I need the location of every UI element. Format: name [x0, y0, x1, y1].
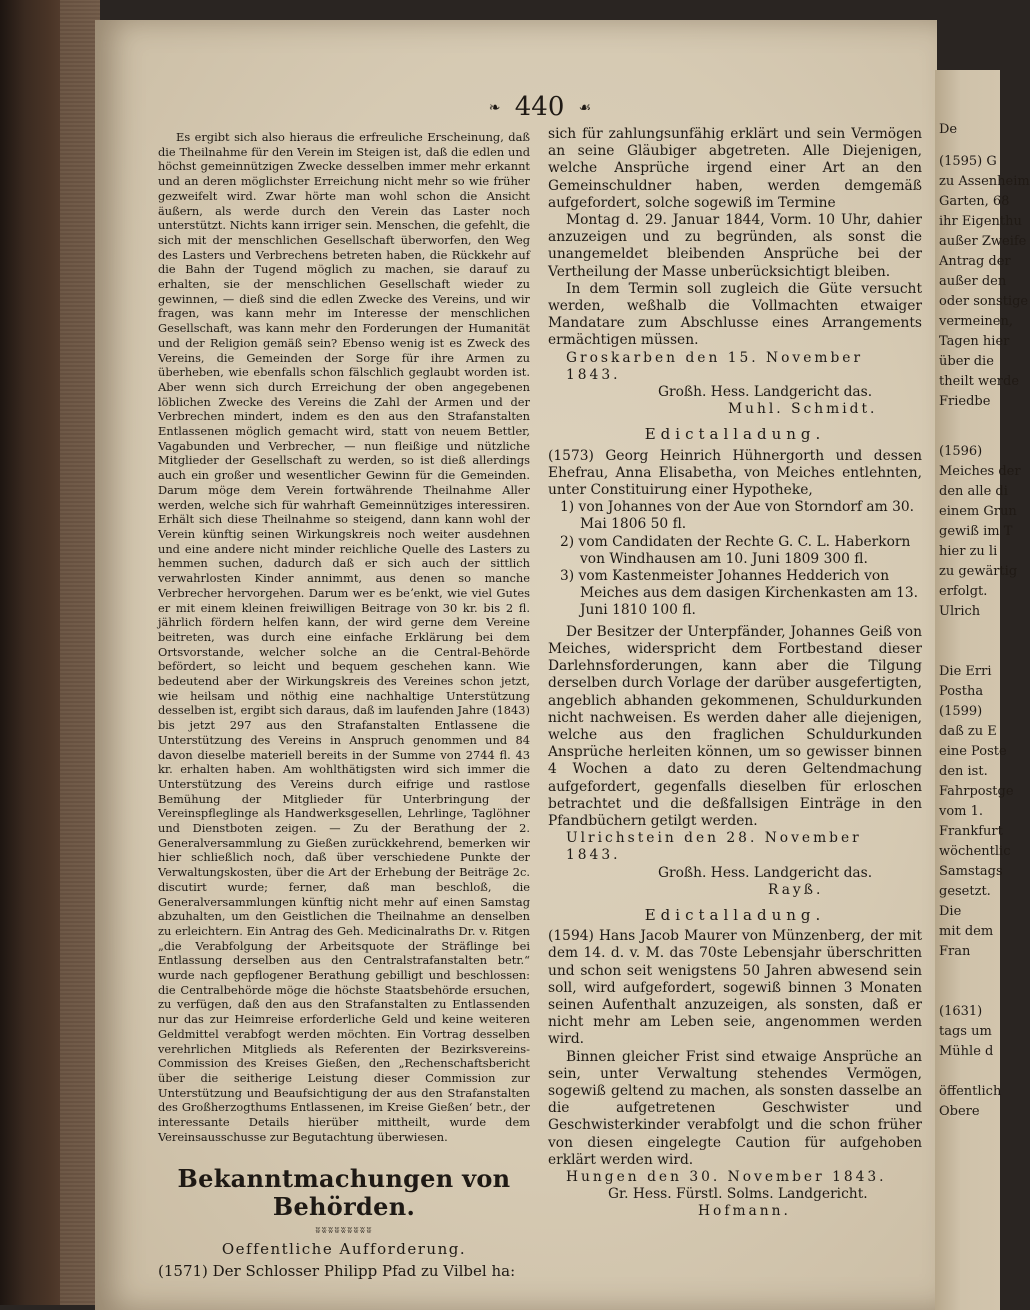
next-page-line: Garten, 68 — [939, 194, 1010, 209]
next-page-line: Antrag der — [939, 254, 1011, 269]
next-page-line: (1599) — [939, 704, 983, 719]
next-page-line: zu Assenheim — [939, 174, 1030, 189]
left-column — [158, 130, 530, 1281]
next-page-line: öffentlich — [939, 1084, 1002, 1099]
next-page-line: vermeinen, — [939, 314, 1014, 329]
next-page-line: Fran — [939, 944, 971, 959]
next-page-fragment — [935, 70, 1030, 1310]
next-page-line: mit dem — [939, 924, 994, 939]
next-page-line: (1595) G — [939, 154, 997, 169]
claim-item: 2) vom Candidaten der Rechte G. C. L. Haberkorn von Windhausen am 10. Juni 1809 300 fl. — [560, 533, 911, 567]
notice-paragraph: sich für zahlungsunfähig erklärt und sein Vermögen an seine Gläubiger abgetreten. Alle Diejenigen, welche Ansprüche irgend einer Art an den Gemeinschuldner haben, werden demgemäß aufgefordert, solche sogewiß im Termine — [548, 126, 922, 211]
next-page-line: wöchentlic — [939, 844, 1011, 859]
next-page-line: vom 1. — [939, 804, 984, 819]
next-page-line: Friedbe — [939, 394, 991, 409]
next-page-line: den alle di — [939, 484, 1008, 499]
next-page-line: Obere — [939, 1104, 980, 1119]
next-page-line: Die — [939, 904, 962, 919]
signature: Rayß. — [768, 881, 824, 898]
page-stack-edge — [60, 0, 100, 1305]
article-paragraph: Es ergibt sich also hieraus die erfreuliche Erscheinung, daß die Theilnahme für den Verein im Steigen ist, daß die edlen und höchst gemeinnützigen Zwecke desselben immer mehr erkannt und an deren möglichster Erreichung nicht mehr so wie früher gezweifelt wird. Zwar hörte man wohl schon die Ansicht äußern, als werde durch den Verein das Laster noch unterstützt. Nichts kann irriger sein. Menschen, die gefehlt, die sich mit der menschlichen Gesellschaft überworfen, den Weg des Lasters und Verbrechens betreten haben, die Rückkehr auf die Bahn der Tugend möglich zu machen, sie darauf zu erhalten, sie der menschlichen Gesellschaft wieder zu gewinnen, — dieß sind die edlen Zwecke des Vereins, und wir fragen, was kann mehr im Interesse der menschlichen Gesellschaft, was kann mehr den Forderungen der Humanität und der Religion gemäß sein? Ebenso wenig ist es Zweck des Vereins, die Gemeinden der Sorge für ihre Armen zu überheben, wie ebenfalls schon fälschlich geglaubt worden ist. Aber wenn sich durch Erreichung der oben angegebenen löblichen Zwecke des Vereins die Zahl der Armen und der Verbrechen mindert, indem es den aus den Strafanstalten Entlassenen möglich gemacht wird, statt von neuem Bettler, Vagabunden und Verbrecher, — nun fleißige und nützliche Mitglieder der Gesellschaft zu werden, so ist dieß allerdings auch ein großer und wesentlicher Gewinn für die Gemeinden. Darum möge dem Verein fortwährende Theilnahme Aller werden, welche sich für wahrhaft Gemeinnütziges interessiren. Erhält sich diese Theilnahme so steigend, dann kann wohl der Verein künftig seinen Wirkungskreis noch weiter ausdehnen und eine andere nicht minder reichliche Quelle des Lasters zu hemmen suchen, dadurch daß er sich auch der sittlich verwahrlosten Kinder annimmt, aus denen so manche Verbrecher hervorgehen. Darum wer es beʼenkt, wie viel Gutes er mit einem kleinen freiwilligen Beitrage von 30 kr. bis 2 fl. jährlich fördern helfen kann, der wird gerne dem Vereine beitreten, was durch eine einfache Erklärung bei dem Ortsvorstande, welcher solche an die Central-Behörde befördert, so leicht und bequem geschehen kann. Wie bedeutend aber der Wirkungskreis des Vereines schon jetzt, wie heilsam und nöthig eine nachhaltige Unterstützung desselben ist, ergibt sich daraus, daß im laufenden Jahre (1843) bis jetzt 297 aus den Strafanstalten Entlassene die Unterstützung des Vereins in Anspruch genommen und 84 davon dieselbe materiell bereits in der Summe von 2744 fl. 43 kr. erhalten haben. Am wohlthätigsten wird sich immer die Unterstützung des Vereins durch eifrige und rastlose Bemühung der Mitglieder für Unterbringung der Vereinspfleglinge als Handwerksgesellen, Lehrlinge, Taglöhner und Dienstboten zeigen. — Zu der Berathung der 2. Generalversammlung zu Gießen zurückkehrend, bemerken wir hier schließlich noch, daß über verschiedene Punkte der Verwaltungskosten, über die Art der Erhebung der Beiträge 2c. discutirt wurde; ferner, daß man beschloß, die Generalversammlungen künftig nicht mehr auf einen Samstag abzuhalten, um den Geistlichen die Theilnahme an denselben zu erleichtern. Ein Antrag des Geh. Medicinalraths Dr. v. Ritgen „die Verabfolgung der Arbeitsquote der Sträflinge bei Entlassung derselben aus den Centralstrafanstalten betr.“ wurde nach gepflogener Berathung gebilligt und beschlossen: die Centralbehörde möge die höchste Staatsbehörde ersuchen, zu verfügen, daß den aus den Strafanstalten zu Entlassenden nur das zur Heimreise erforderliche Geld und keine weiteren Geldmittel verabfogt werden möchten. Ein Vortrag desselben verehrlichen Mitglieds als Referenten der Bezirksvereins-Commission des Kreises Gießen, den „Rechenschaftsbericht über die seitherige Leistung dieser Commission zur Unterstützung und Beaufsichtigung der aus den Strafanstalten des Großherzogthums Entlassenen, im Kreise Gießen‘ betr., der interessante Details hierüber mittheilt, wurde dem Vereinsausschusse zur Begutachtung überwiesen. — [158, 130, 530, 1144]
next-page-line: (1596) — [939, 444, 983, 459]
notice-paragraph: (1594) Hans Jacob Maurer von Münzenberg, der mit dem 14. d. v. M. das 70ste Lebensjahr überschritten und schon seit wenigstens 50 Jahren abwesend sein soll, wird aufgefordert, sogewiß binnen 3 Monaten seinen Aufenthalt anzuzeigen, als sonsten, daß er nicht mehr am Leben seie, angenommen werden wird. — [548, 928, 922, 1048]
next-page-line: Postha — [939, 684, 984, 699]
next-page-line: außer den — [939, 274, 1007, 289]
next-page-line: Mühle d — [939, 1044, 994, 1059]
edict-heading: Edictalladung. — [644, 425, 826, 444]
next-page-line: eine Poste — [939, 744, 1007, 759]
right-column — [548, 126, 922, 1221]
next-page-line: (1631) — [939, 1004, 983, 1019]
next-page-line: ihr Eigenthu — [939, 214, 1022, 229]
notice-date: Hungen den 30. November 1843. — [566, 1168, 887, 1185]
signatures: Muhl. Schmidt. — [728, 401, 878, 418]
next-page-line: Tagen hier — [939, 334, 1010, 349]
court-name: Großh. Hess. Landgericht das. — [658, 864, 873, 881]
next-page-line: hier zu li — [939, 544, 998, 559]
claim-item: 3) vom Kastenmeister Johannes Hedderich von Meiches aus dem dasigen Kirchenkasten am 13. Juni 1810 100 fl. — [560, 568, 919, 619]
page-header — [470, 92, 610, 124]
notice-paragraph: In dem Termin soll zugleich die Güte versucht werden, weßhalb die Vollmachten etwaiger Mandatare zum Abschlusse eines Arrangements ermächtigen müssen. — [548, 280, 922, 349]
next-page-line: gewiß im T — [939, 524, 1013, 539]
page-number: 440 — [514, 92, 565, 122]
next-page-line: Samstags — [939, 864, 1003, 879]
next-page-line: Frankfurt — [939, 824, 1003, 839]
next-page-line: Ulrich — [939, 604, 981, 619]
notice-paragraph: (1573) Georg Heinrich Hühnergorth und dessen Ehefrau, Anna Elisabetha, von Meiches entlehnten, unter Constituirung einer Hypotheke, — [548, 447, 922, 499]
notice-date: Groskarben den 15. November 1843. — [566, 349, 864, 383]
court-name: Großh. Hess. Landgericht das. — [658, 384, 873, 401]
court-name: Gr. Hess. Fürstl. Solms. Landgericht. — [608, 1186, 868, 1203]
edict-heading: Edictalladung. — [644, 905, 826, 924]
next-page-line: außer Zweife — [939, 234, 1027, 249]
notice-text: (1571) Der Schlosser Philipp Pfad zu Vilbel ha: — [158, 1262, 516, 1281]
next-page-line: zu gewärtig — [939, 564, 1018, 579]
section-heading: Bekanntmachungen von Behörden. — [177, 1163, 511, 1221]
next-page-line: Meiches der — [939, 464, 1021, 479]
next-page-line: den ist. — [939, 764, 988, 779]
header-ornament-left: ❧ — [488, 100, 501, 116]
notice-date: Ulrichstein den 28. November 1843. — [566, 830, 862, 864]
signature: Hofmann. — [698, 1203, 791, 1220]
next-page-line: über die — [939, 354, 994, 369]
next-page-line: daß zu E — [939, 724, 997, 739]
claim-item: 1) von Johannes von der Aue von Storndorf am 30. Mai 1806 50 fl. — [560, 499, 915, 533]
next-page-line: theilt werde — [939, 374, 1020, 389]
next-page-line: erfolgt. — [939, 584, 988, 599]
next-page-line: oder sonstige — [939, 294, 1029, 309]
notice-paragraph: Der Besitzer der Unterpfänder, Johannes Geiß von Meiches, widerspricht dem Fortbestand dieser Darlehnsforderungen, kann aber die Tilgung derselben durch Vorlage der darüber ausgefertigten, angeblich abhanden gekommenen, Schuldurkunden nicht nachweisen. Es werden daher alle diejenigen, welche aus den fraglichen Schuldurkunden Ansprüche herleiten können, um so gewisser binnen 4 Wochen a dato zu deren Geltendmachung aufgefordert, gegenfalls dieselben für erloschen betrachtet und die deßfallsigen Einträge in den Pfandbüchern getilgt werden. — [548, 623, 922, 829]
notice-paragraph: Binnen gleicher Frist sind etwaige Ansprüche an sein, unter Verwaltung stehendes Vermögen, sogewiß geltend zu machen, als sonsten dasselbe an die aufgetretenen Geschwister und Geschwisterkinder verabfolgt und die schon früher von diesen eingelegte Caution für aufgehoben erklärt werden wird. — [548, 1048, 922, 1168]
next-page-line: Fahrpostge — [939, 784, 1014, 799]
ornament-divider: ʬʬʬʬʬʬʬʬʬ — [315, 1225, 373, 1236]
next-page-line: einem Grun — [939, 504, 1017, 519]
notice-paragraph: Montag d. 29. Januar 1844, Vorm. 10 Uhr, dahier anzuzeigen und zu begründen, als sonst die unangemeldet bleibenden Ansprüche bei der Vertheilung der Masse unberücksichtigt bleiben. — [548, 212, 922, 280]
next-page-line: De — [939, 122, 958, 137]
header-ornament-right: ☙ — [578, 100, 592, 116]
notice-heading: Oeffentliche Aufforderung. — [221, 1240, 467, 1259]
next-page-line: Die Erri — [939, 664, 992, 679]
next-page-line: tags um — [939, 1024, 992, 1039]
next-page-line: gesetzt. — [939, 884, 991, 899]
